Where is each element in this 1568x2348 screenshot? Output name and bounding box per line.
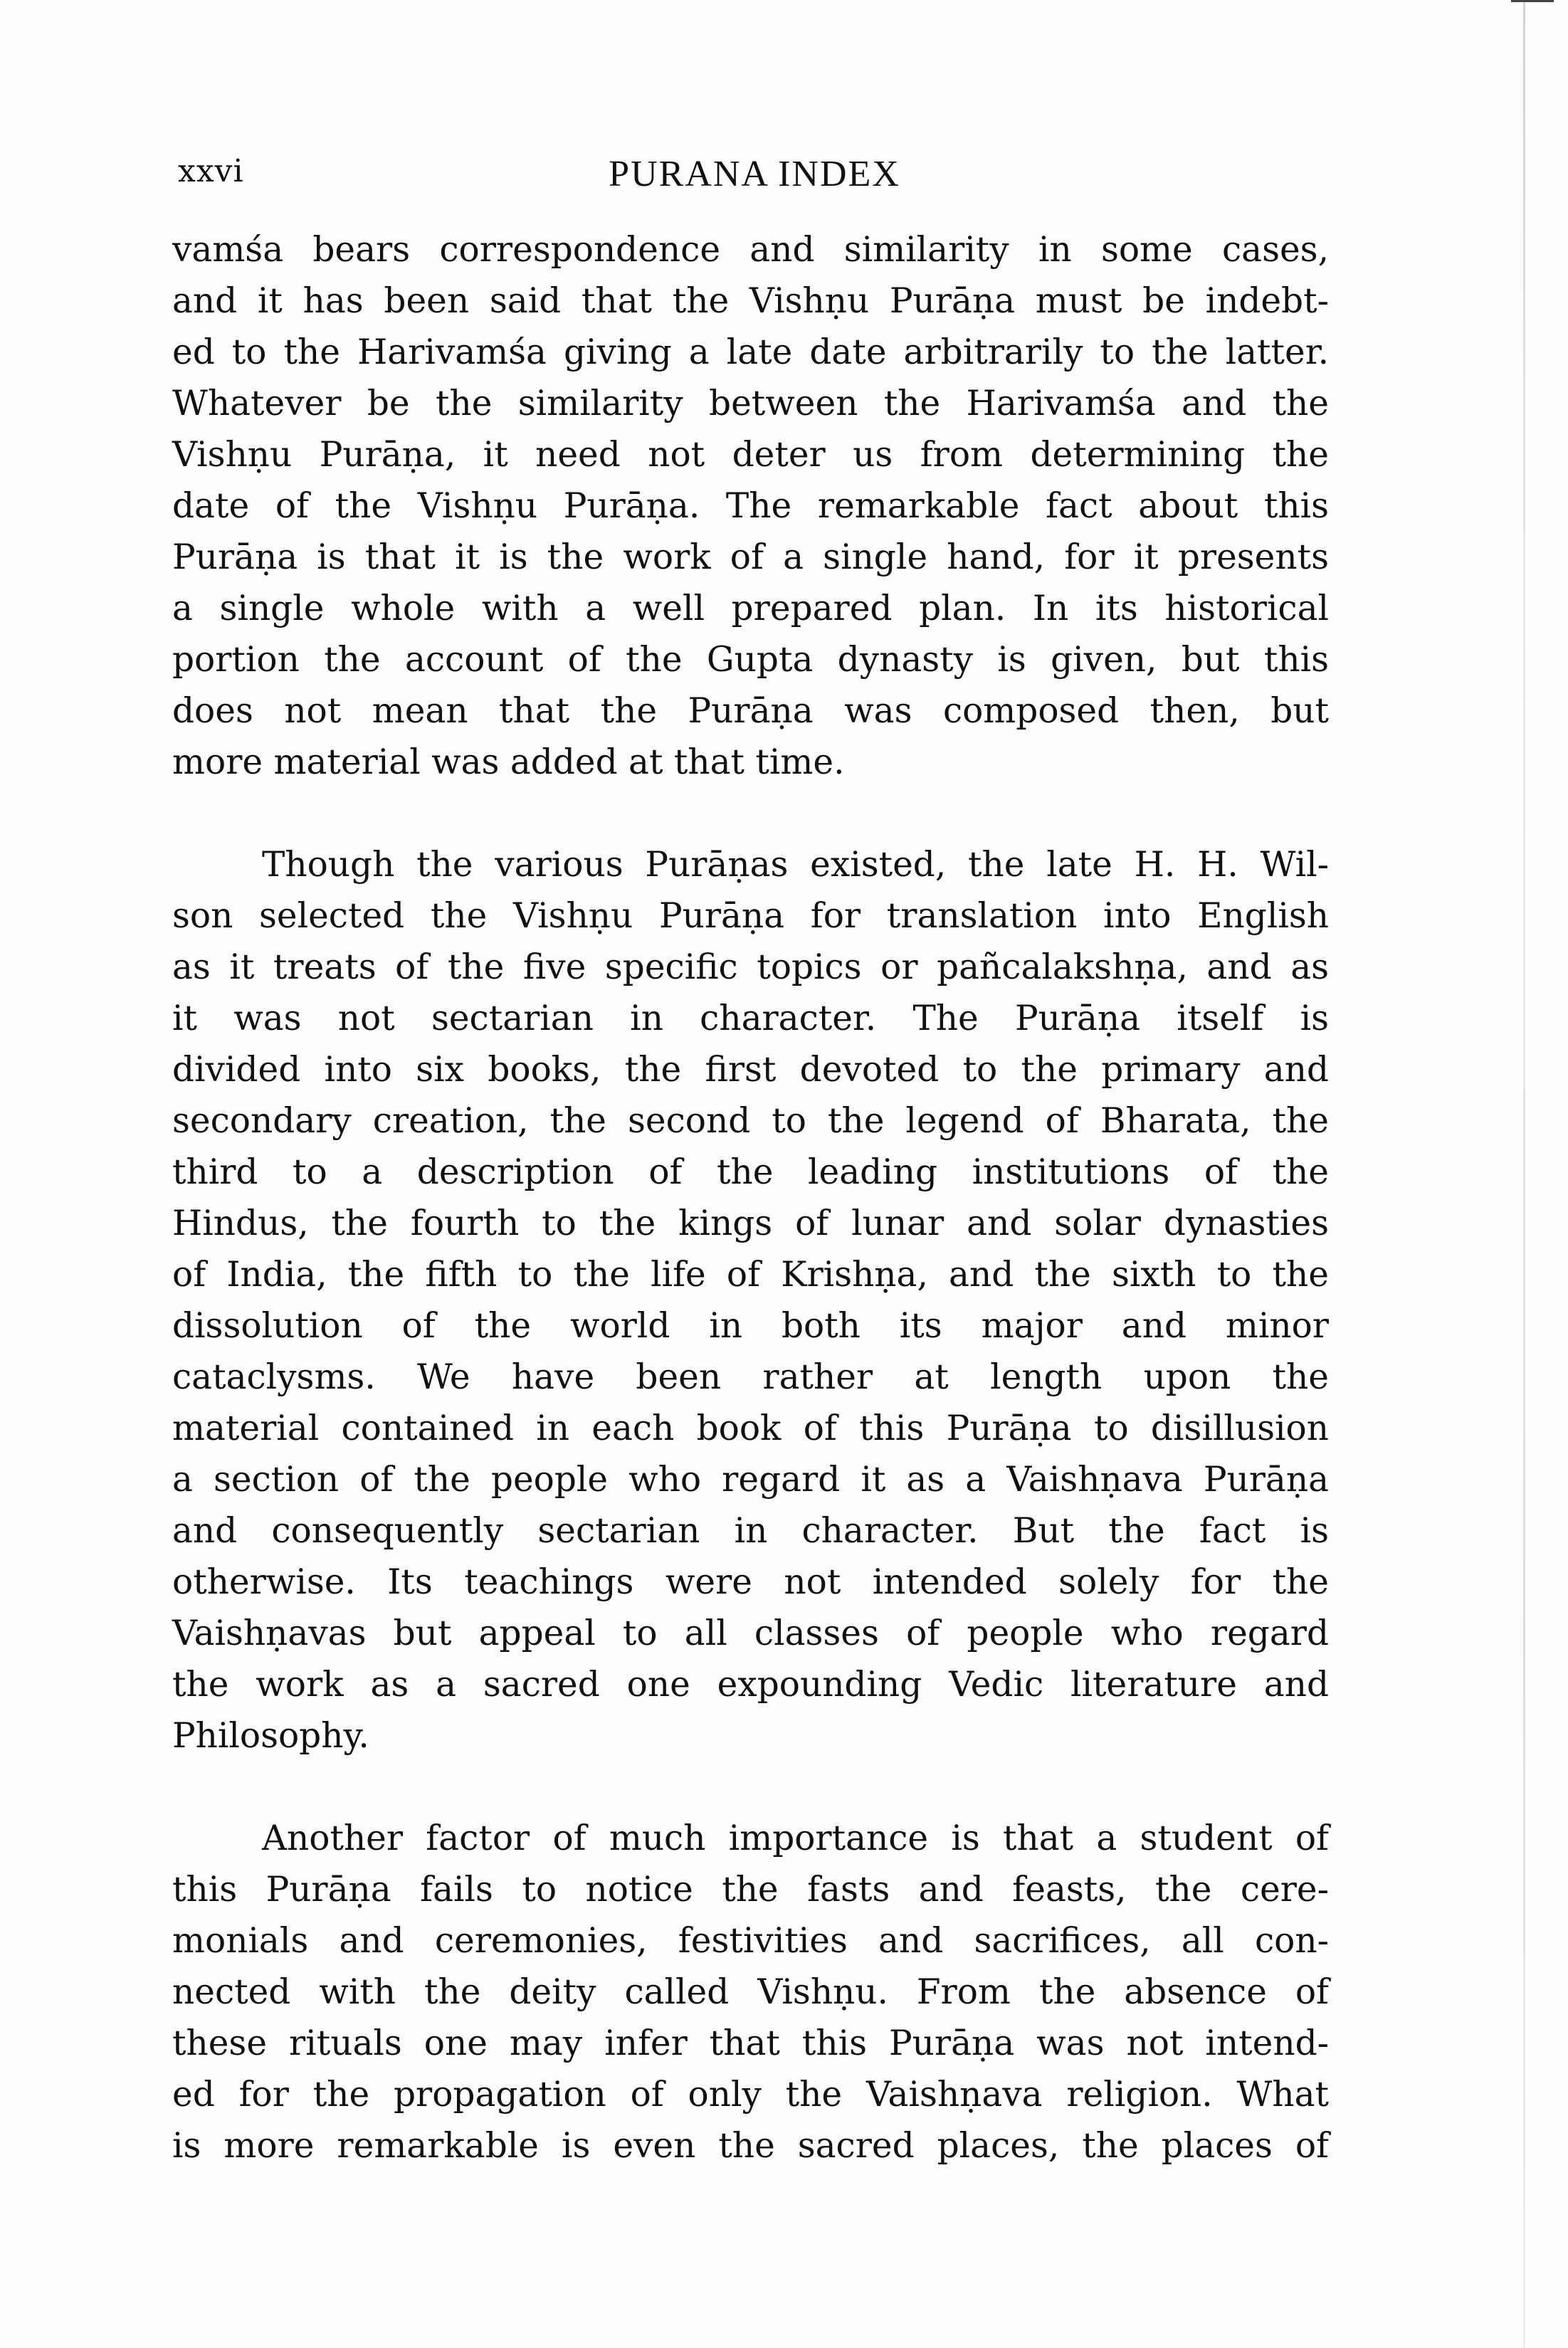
text-line: a single whole with a well prepared plan. In its historical	[172, 589, 1329, 628]
text-line: is more remarkable is even the sacred places, the places of	[172, 2126, 1329, 2166]
text-line: as it treats of the five specific topics or pañcalakshṇa, and as	[172, 947, 1329, 987]
text-line: portion the account of the Gupta dynasty is given, but this	[172, 640, 1329, 680]
text-line: ed for the propagation of only the Vaishṇava religion. What	[172, 2075, 1329, 2115]
text-line: Hindus, the fourth to the kings of lunar and solar dynasties	[172, 1204, 1329, 1243]
text-line: these rituals one may infer that this Purāṇa was not intend-	[172, 2023, 1329, 2063]
text-line: Vishṇu Purāṇa, it need not deter us from determining the	[172, 435, 1329, 475]
text-line: this Purāṇa fails to notice the fasts and feasts, the cere-	[172, 1870, 1329, 1910]
text-line: of India, the fifth to the life of Krishṇa, and the sixth to the	[172, 1255, 1329, 1295]
body-text	[172, 224, 1329, 2171]
text-line: son selected the Vishṇu Purāṇa for translation into English	[172, 896, 1329, 936]
text-line: it was not sectarian in character. The Purāṇa itself is	[172, 999, 1329, 1038]
paragraph-2	[172, 839, 1329, 1762]
text-line: date of the Vishṇu Purāṇa. The remarkable fact about this	[172, 486, 1329, 526]
text-line: vamśa bears correspondence and similarity in some cases,	[172, 230, 1329, 270]
text-line: material contained in each book of this Purāṇa to disillusion	[172, 1409, 1329, 1448]
paragraph-3	[172, 1813, 1329, 2171]
text-line: Purāṇa is that it is the work of a single hand, for it presents	[172, 537, 1329, 577]
text-line: monials and ceremonies, festivities and sacrifices, all con-	[172, 1921, 1329, 1961]
text-line: otherwise. Its teachings were not intended solely for the	[172, 1562, 1329, 1602]
text-line: Whatever be the similarity between the Harivamśa and the	[172, 384, 1329, 423]
text-line: third to a description of the leading institutions of the	[172, 1152, 1329, 1192]
text-line: dissolution of the world in both its major and minor	[172, 1306, 1329, 1346]
running-head	[178, 153, 1331, 203]
text-line: Philosophy.	[172, 1716, 369, 1756]
text-line: and consequently sectarian in character. But the fact is	[172, 1511, 1329, 1551]
page-title: PURANA INDEX	[609, 154, 900, 194]
page-edge-shadow	[1523, 0, 1525, 2348]
text-line: does not mean that the Purāṇa was composed then, but	[172, 691, 1329, 731]
page-corner-mark	[1511, 0, 1554, 14]
text-line: cataclysms. We have been rather at length upon the	[172, 1357, 1329, 1397]
paragraph-1	[172, 224, 1329, 788]
text-line: a section of the people who regard it as a Vaishṇava Purāṇa	[172, 1460, 1329, 1500]
text-line: Another factor of much importance is that a student of	[262, 1818, 1329, 1858]
text-line: ed to the Harivamśa giving a late date arbitrarily to the latter.	[172, 332, 1329, 372]
text-line: Vaishṇavas but appeal to all classes of people who regard	[172, 1613, 1329, 1653]
text-line: more material was added at that time.	[172, 742, 845, 782]
text-line: Though the various Purāṇas existed, the late H. H. Wil-	[262, 845, 1329, 885]
text-line: secondary creation, the second to the legend of Bharata, the	[172, 1101, 1329, 1141]
page-number: xxvi	[178, 153, 244, 189]
text-line: the work as a sacred one expounding Vedic literature and	[172, 1665, 1329, 1705]
text-line: divided into six books, the first devoted to the primary and	[172, 1050, 1329, 1090]
text-line: nected with the deity called Vishṇu. From the absence of	[172, 1972, 1329, 2012]
text-line: and it has been said that the Vishṇu Purāṇa must be indebt-	[172, 281, 1329, 321]
